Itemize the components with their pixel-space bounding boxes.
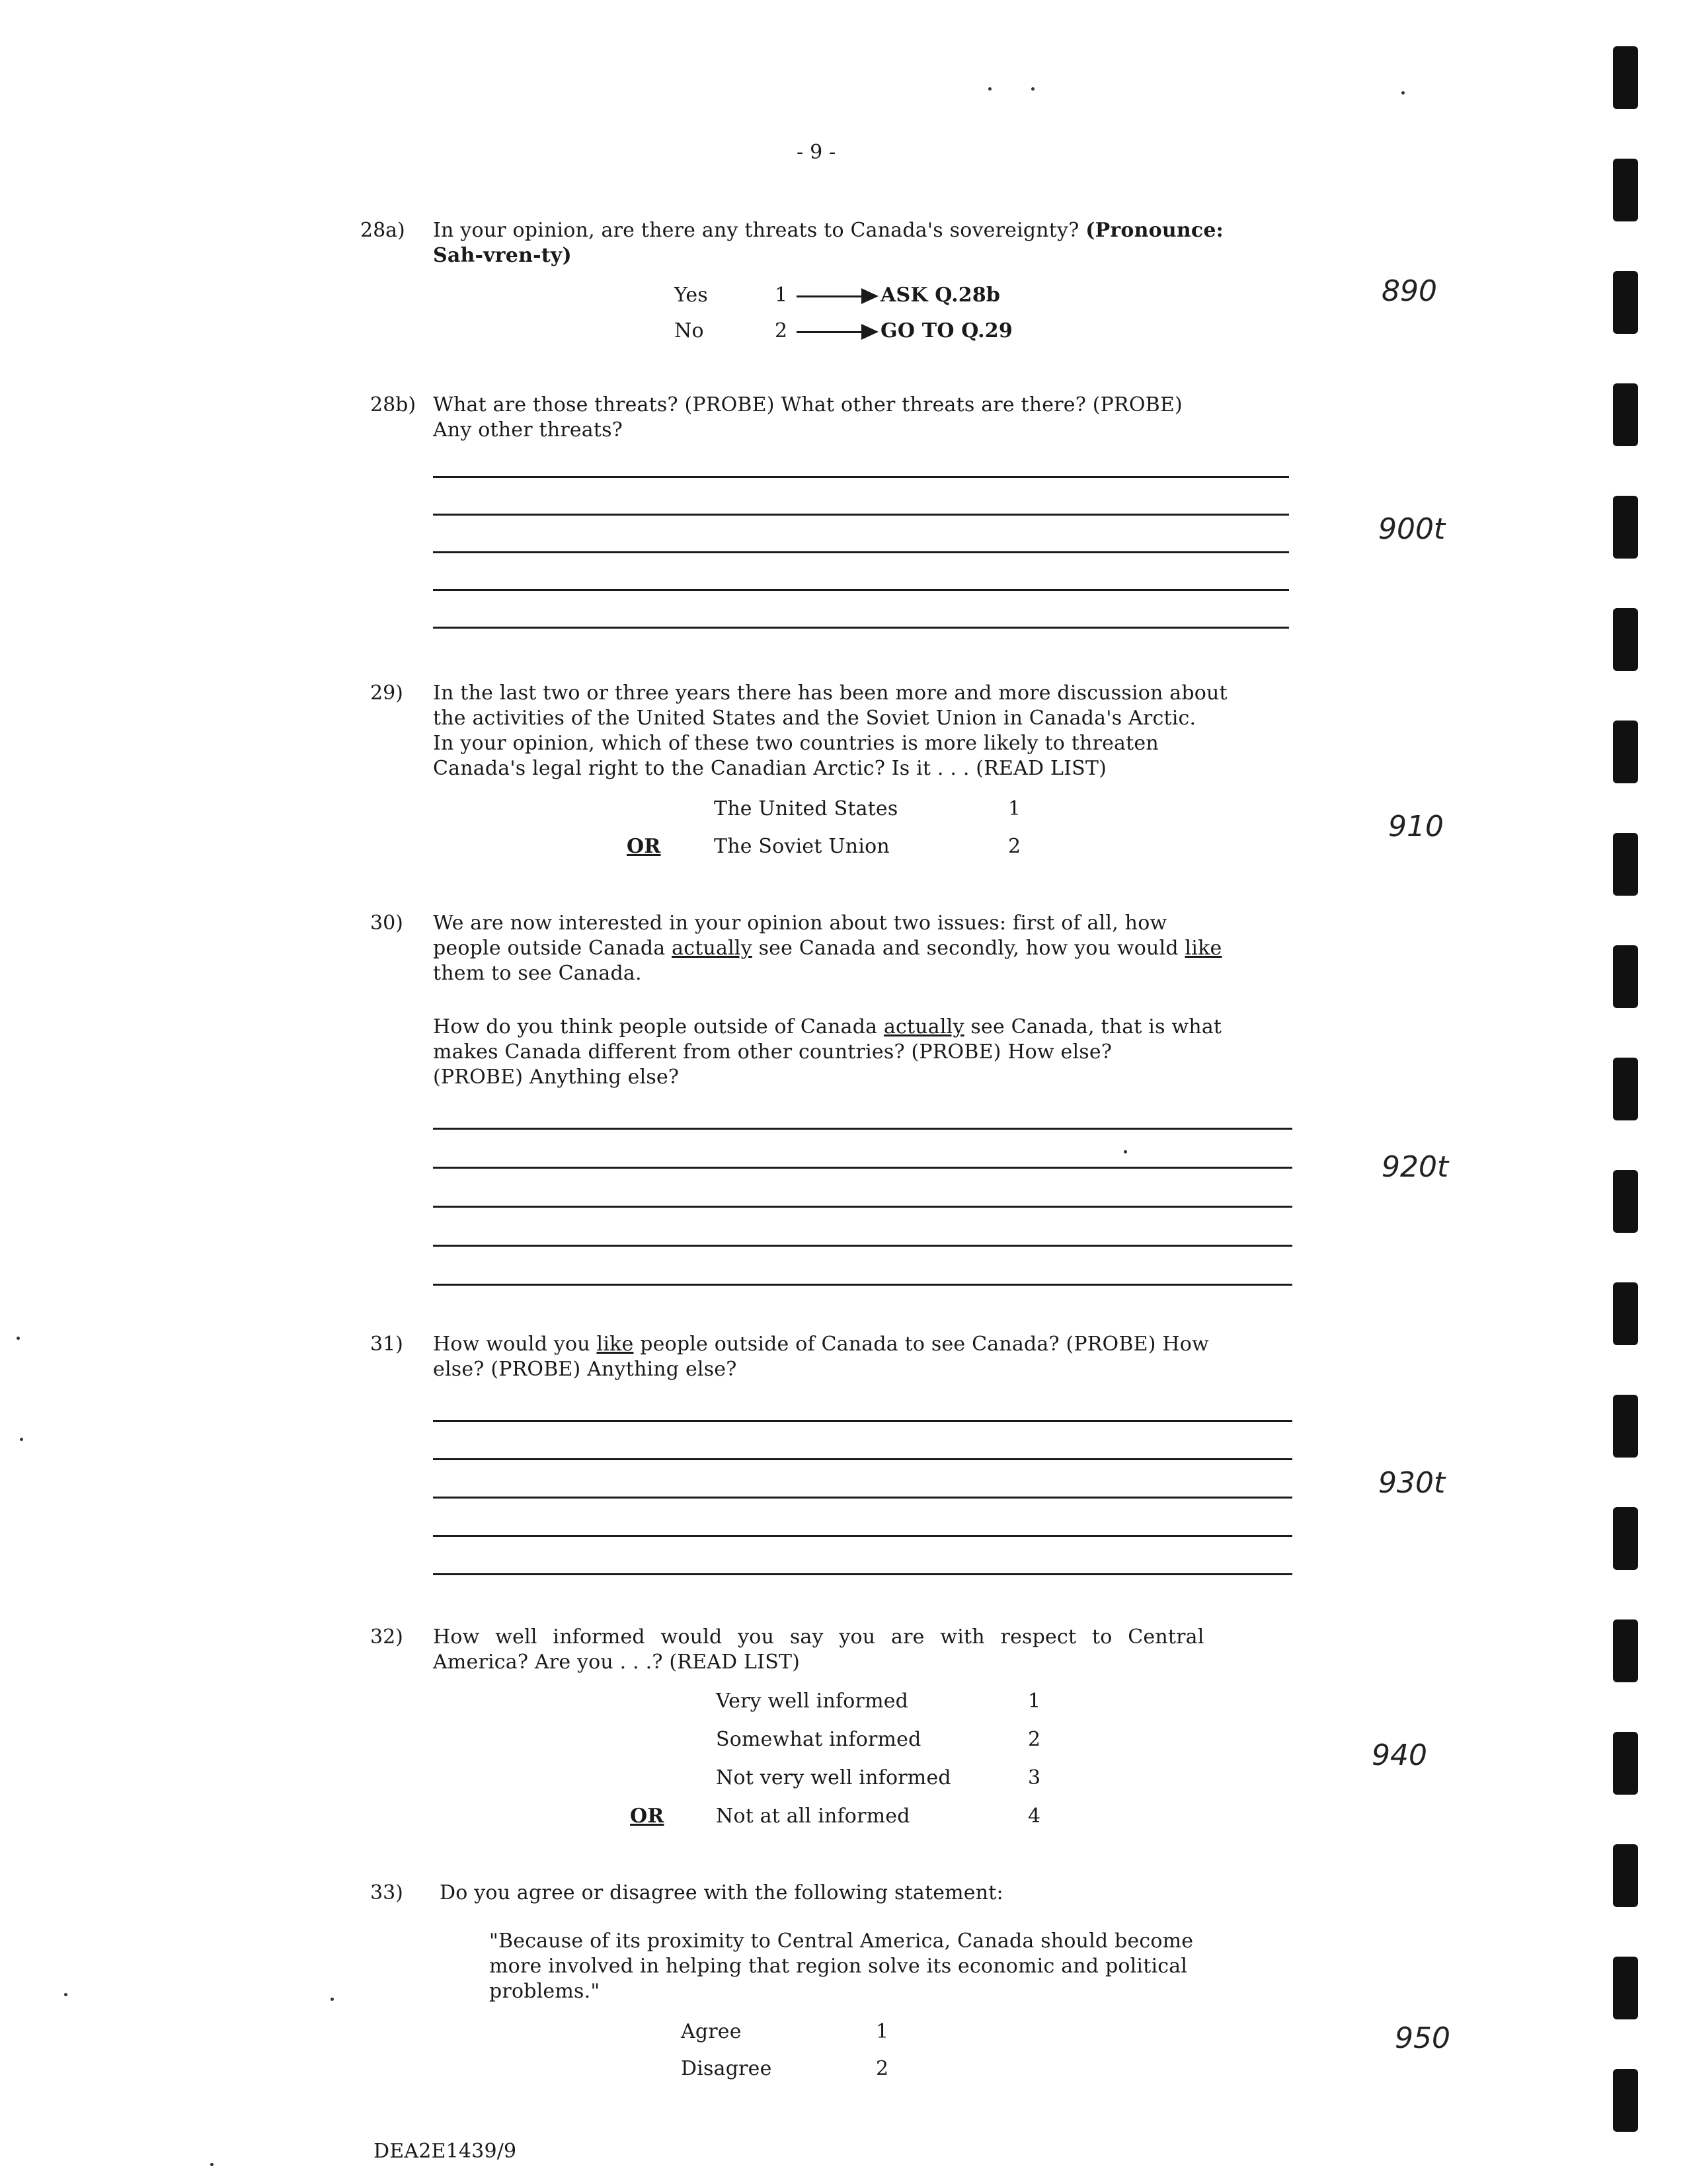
scan-speck — [210, 2163, 214, 2166]
option-label: Not very well informed — [716, 1766, 951, 1789]
option-label: Somewhat informed — [716, 1728, 921, 1751]
scan-mark — [1613, 159, 1638, 221]
scan-mark — [1613, 1058, 1638, 1120]
question-text-line2: else? (PROBE) Anything else? — [433, 1358, 737, 1381]
option-code[interactable]: 2 — [876, 2057, 889, 2080]
statement-line3: problems." — [489, 1980, 600, 2003]
pronunciation: Sah-vren-ty) — [433, 244, 572, 267]
answer-line[interactable] — [433, 1245, 1292, 1247]
scan-mark — [1613, 945, 1638, 1008]
scan-mark — [1613, 1619, 1638, 1682]
question-number: 33) — [370, 1881, 403, 1904]
scan-speck — [1124, 1150, 1127, 1153]
question-number: 28a) — [360, 219, 405, 242]
question-text-p2-line2: makes Canada different from other countries? (PROBE) How else? — [433, 1040, 1113, 1064]
emphasis-actually: actually — [672, 937, 752, 960]
answer-line[interactable] — [433, 476, 1289, 478]
coding-number: 910 — [1388, 810, 1444, 843]
question-text-line1: How well informed would you say you are with respect to Central — [433, 1625, 1204, 1649]
question-text-line2: the activities of the United States and the Soviet Union in Canada's Arctic. — [433, 707, 1196, 730]
option-code[interactable]: 1 — [1028, 1690, 1041, 1713]
question-text-line3: them to see Canada. — [433, 962, 642, 985]
question-text-line1: We are now interested in your opinion about two issues: first of all, how — [433, 912, 1167, 935]
statement-line2: more involved in helping that region solve its economic and political — [489, 1955, 1188, 1978]
scan-speck — [64, 1993, 67, 1996]
coding-number: 940 — [1372, 1738, 1427, 1772]
question-text: Do you agree or disagree with the following statement: — [440, 1881, 1003, 1904]
option-code[interactable]: 2 — [1008, 835, 1021, 858]
scan-mark — [1613, 2069, 1638, 2132]
answer-line[interactable] — [433, 1128, 1292, 1130]
text-span: see Canada, that is what — [970, 1015, 1222, 1038]
question-number: 31) — [370, 1333, 403, 1356]
answer-line[interactable] — [433, 1535, 1292, 1537]
question-text: What are those threats? (PROBE) What other threats are there? (PROBE) — [433, 393, 1183, 416]
scan-mark — [1613, 721, 1638, 783]
question-text-line3: In your opinion, which of these two countries is more likely to threaten — [433, 732, 1159, 755]
question-text-p2-line3: (PROBE) Anything else? — [433, 1066, 680, 1089]
answer-line[interactable] — [433, 1420, 1292, 1422]
option-label: Very well informed — [716, 1690, 909, 1713]
question-text-line2 — [433, 936, 1222, 961]
option-code[interactable]: 2 — [1028, 1728, 1041, 1751]
skip-instruction-yes: ASK Q.28b — [881, 284, 1001, 307]
scan-mark — [1613, 46, 1638, 109]
scan-mark — [1613, 1170, 1638, 1233]
text-span: How would you — [433, 1333, 590, 1356]
skip-instruction-no: GO TO Q.29 — [881, 319, 1013, 342]
option-no-label: No — [674, 319, 704, 342]
scan-mark — [1613, 271, 1638, 334]
answer-line[interactable] — [433, 514, 1289, 516]
emphasis-like: like — [1185, 937, 1222, 960]
answer-line[interactable] — [433, 1497, 1292, 1499]
scan-mark — [1613, 1395, 1638, 1458]
question-text — [433, 218, 1224, 243]
statement-line1: "Because of its proximity to Central America, Canada should become — [489, 1930, 1194, 1953]
option-code[interactable]: 1 — [1008, 797, 1021, 820]
scan-mark — [1613, 496, 1638, 559]
option-no-code[interactable]: 2 — [775, 319, 788, 342]
option-label: Disagree — [681, 2057, 772, 2080]
pronounce-label: (Pronounce: — [1085, 219, 1224, 242]
or-label: OR — [630, 1805, 664, 1828]
question-number: 30) — [370, 912, 403, 935]
coding-number: 920t — [1382, 1150, 1449, 1184]
question-number: 32) — [370, 1625, 403, 1649]
scan-mark — [1613, 1732, 1638, 1795]
question-number: 29) — [370, 682, 403, 705]
scan-speck — [17, 1337, 20, 1340]
option-label: Agree — [681, 2020, 742, 2043]
question-text-line2: America? Are you . . .? (READ LIST) — [433, 1651, 801, 1674]
option-code[interactable]: 3 — [1028, 1766, 1041, 1789]
scan-mark — [1613, 1844, 1638, 1907]
answer-line[interactable] — [433, 1167, 1292, 1169]
text-span: people outside Canada — [433, 937, 666, 960]
option-yes-code[interactable]: 1 — [775, 284, 788, 307]
question-text-p2-line1 — [433, 1015, 1222, 1040]
answer-line[interactable] — [433, 627, 1289, 629]
text-span: see Canada and secondly, how you would — [758, 937, 1179, 960]
answer-line[interactable] — [433, 1573, 1292, 1575]
page-number: - 9 - — [797, 141, 836, 164]
scan-speck — [20, 1438, 23, 1441]
coding-number: 900t — [1378, 512, 1446, 546]
scan-speck — [1031, 87, 1035, 91]
option-code[interactable]: 4 — [1028, 1805, 1041, 1828]
coding-number: 930t — [1378, 1466, 1446, 1500]
arrow-right-icon — [797, 295, 876, 297]
question-text-line4: Canada's legal right to the Canadian Arctic? Is it . . . (READ LIST) — [433, 757, 1107, 780]
scan-mark — [1613, 1957, 1638, 2019]
question-number: 28b) — [370, 393, 416, 416]
option-label: The Soviet Union — [714, 835, 890, 858]
answer-line[interactable] — [433, 551, 1289, 553]
scan-mark — [1613, 833, 1638, 896]
question-text-main: In your opinion, are there any threats to Canada's sovereignty? — [433, 219, 1079, 242]
scan-mark — [1613, 1282, 1638, 1345]
option-code[interactable]: 1 — [876, 2020, 889, 2043]
or-label: OR — [627, 835, 661, 858]
option-yes-label: Yes — [674, 284, 708, 307]
arrow-right-icon — [797, 331, 876, 333]
option-label: Not at all informed — [716, 1805, 910, 1828]
scan-mark — [1613, 1507, 1638, 1570]
coding-number: 890 — [1382, 274, 1437, 308]
document-code: DEA2E1439/9 — [373, 2140, 517, 2163]
option-label: The United States — [714, 797, 898, 820]
answer-line[interactable] — [433, 589, 1289, 591]
answer-line[interactable] — [433, 1284, 1292, 1286]
scan-speck — [1401, 91, 1405, 95]
text-span: people outside of Canada to see Canada? (PROBE) How — [640, 1333, 1209, 1356]
question-text-line1 — [433, 1332, 1209, 1357]
question-text-line1: In the last two or three years there has been more and more discussion about — [433, 682, 1228, 705]
answer-line[interactable] — [433, 1206, 1292, 1208]
emphasis-like: like — [596, 1333, 634, 1356]
scan-speck — [331, 1998, 334, 2001]
text-span: How do you think people outside of Canada — [433, 1015, 878, 1038]
scan-speck — [988, 87, 992, 91]
scan-mark — [1613, 608, 1638, 671]
question-text-line2: Any other threats? — [433, 418, 623, 442]
emphasis-actually: actually — [883, 1015, 964, 1038]
scan-mark — [1613, 383, 1638, 446]
coding-number: 950 — [1395, 2021, 1450, 2055]
answer-line[interactable] — [433, 1458, 1292, 1460]
